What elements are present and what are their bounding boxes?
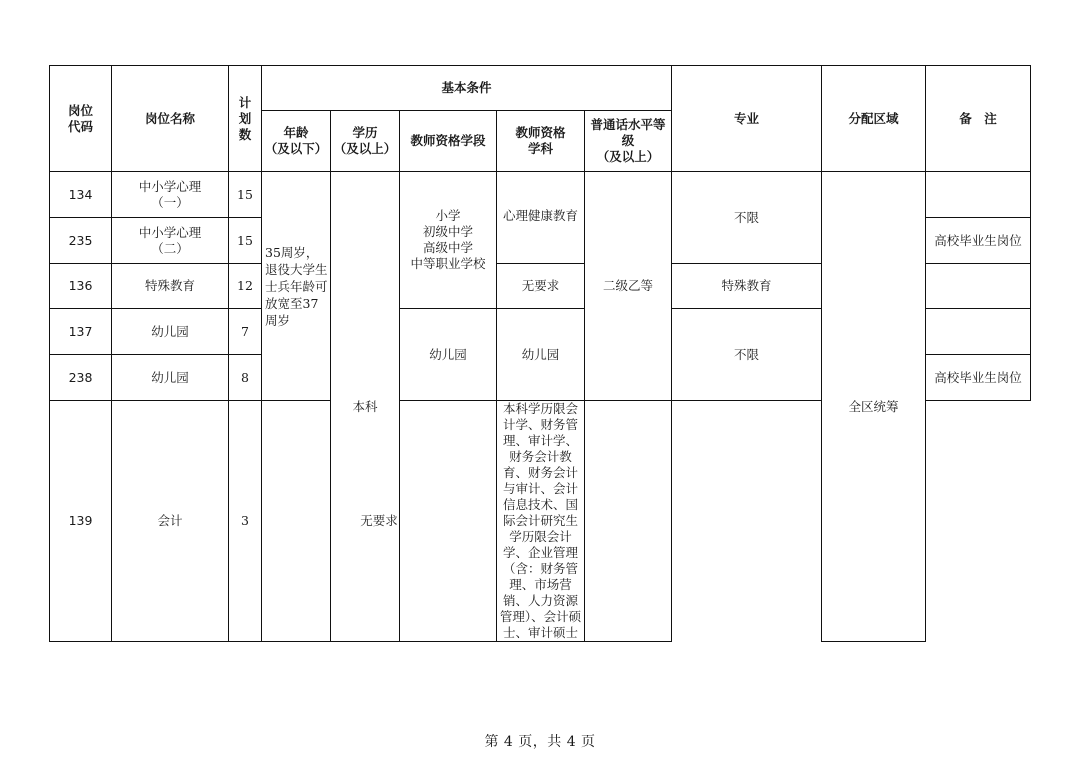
- header-plan: 计 划 数: [229, 66, 262, 172]
- header-basic-conditions: 基本条件: [262, 66, 672, 111]
- header-remark: 备 注: [926, 66, 1031, 172]
- header-age: 年龄 （及以下）: [262, 111, 331, 172]
- age-requirement: 35周岁，退役大学生士兵年龄可放宽至37周岁: [262, 172, 331, 401]
- remark-empty: [926, 264, 1031, 309]
- row-name: 中小学心理 （一）: [112, 172, 229, 218]
- accounting-no-requirement: 无要求: [262, 401, 497, 642]
- header-mandarin: 普通话水平等 级 （及以上）: [585, 111, 672, 172]
- row-code: 134: [50, 172, 112, 218]
- cert-stage-kinder: 幼儿园: [400, 309, 497, 401]
- header-code: 岗位 代码: [50, 66, 112, 172]
- mandarin-requirement: 二级乙等: [585, 172, 672, 401]
- remark-empty: [585, 401, 672, 642]
- header-major: 专业: [672, 66, 822, 172]
- cert-subject-psych: 心理健康教育: [497, 172, 585, 264]
- header-cert-stage: 教师资格学段: [400, 111, 497, 172]
- row-code: 139: [50, 401, 112, 642]
- header-cert-subject: 教师资格 学科: [497, 111, 585, 172]
- remark-empty: [926, 309, 1031, 355]
- major-kinder: 不限: [672, 309, 822, 401]
- row-code: 235: [50, 218, 112, 264]
- row-plan: 3: [229, 401, 262, 642]
- major-psych: 不限: [672, 172, 822, 264]
- remark-graduate: 高校毕业生岗位: [926, 218, 1031, 264]
- header-education: 学历 （及以上）: [331, 111, 400, 172]
- row-plan: 15: [229, 218, 262, 264]
- header-region: 分配区域: [822, 66, 926, 172]
- row-name: 幼儿园: [112, 355, 229, 401]
- recruitment-table: [49, 65, 1031, 642]
- row-code: 238: [50, 355, 112, 401]
- row-plan: 8: [229, 355, 262, 401]
- row-plan: 12: [229, 264, 262, 309]
- row-code: 137: [50, 309, 112, 355]
- row-plan: 15: [229, 172, 262, 218]
- region: 全区统筹: [822, 172, 926, 642]
- header-name: 岗位名称: [112, 66, 229, 172]
- row-name: 会计: [112, 401, 229, 642]
- education-requirement: 本科: [331, 172, 400, 642]
- major-accounting: 本科学历限会计学、财务管理、审计学、财务会计教育、财务会计与审计、会计信息技术、国际会计研究生学历限会计学、企业管理（含：财务管理、市场营销、人力资源管理）、会计硕士、审计硕士: [497, 401, 585, 642]
- cert-stage-school: 小学 初级中学 高级中学 中等职业学校: [400, 172, 497, 309]
- cert-subject-kinder: 幼儿园: [497, 309, 585, 401]
- row-name: 特殊教育: [112, 264, 229, 309]
- cert-subject-none: 无要求: [497, 264, 585, 309]
- table-row: [50, 172, 1031, 218]
- remark-graduate: 高校毕业生岗位: [926, 355, 1031, 401]
- row-name: 幼儿园: [112, 309, 229, 355]
- row-plan: 7: [229, 309, 262, 355]
- remark-empty: [926, 172, 1031, 218]
- page-indicator: 第 4 页，共 4 页: [484, 734, 596, 750]
- major-special: 特殊教育: [672, 264, 822, 309]
- row-name: 中小学心理 （二）: [112, 218, 229, 264]
- row-code: 136: [50, 264, 112, 309]
